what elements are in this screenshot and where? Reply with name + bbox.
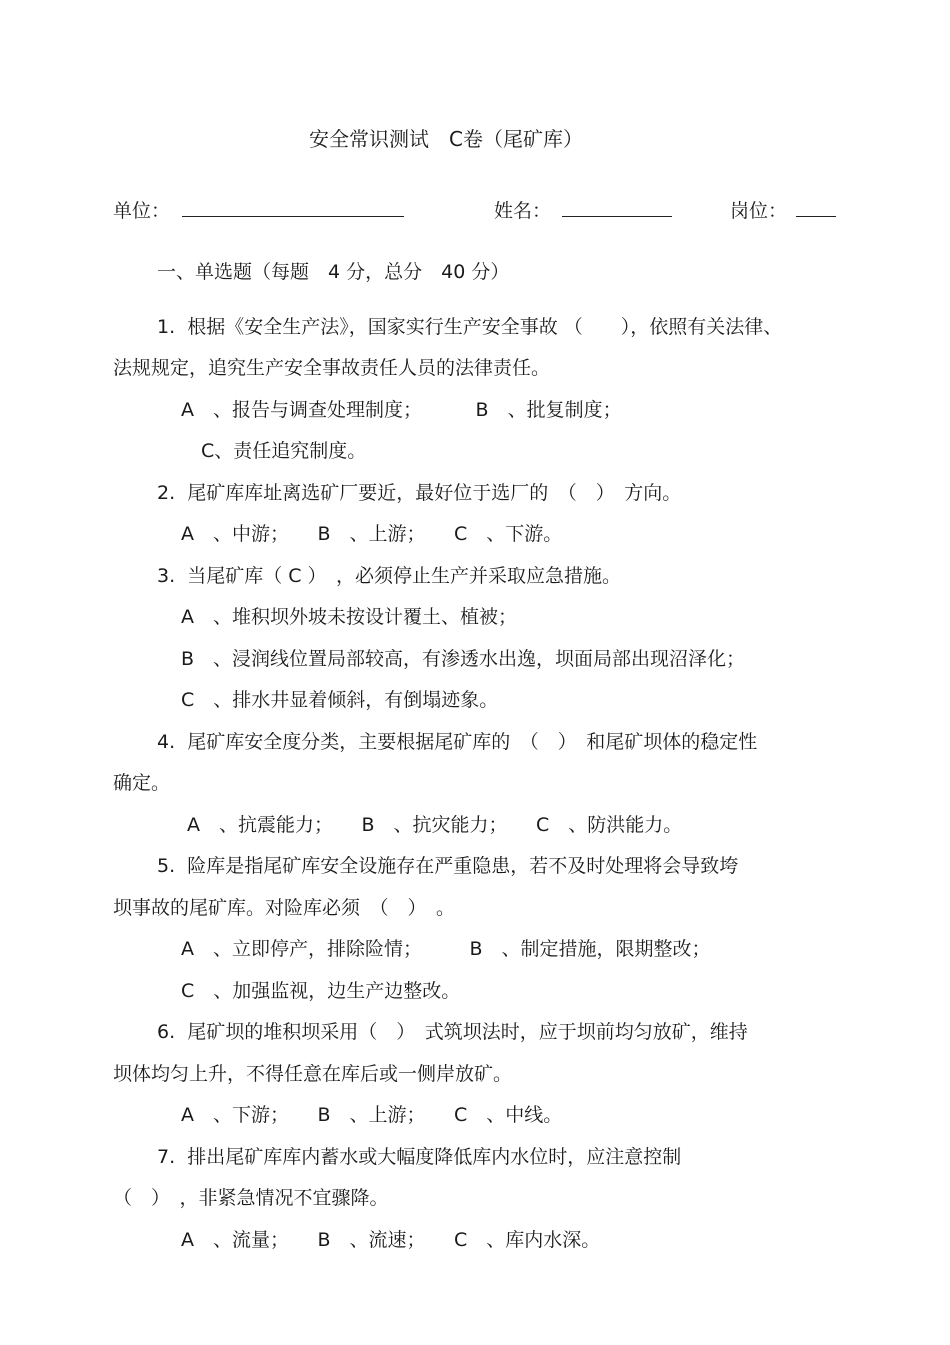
q1-options-line1: A 、报告与调查处理制度； B 、批复制度；: [181, 399, 622, 421]
q4-options-line1: A 、抗震能力； B 、抗灾能力； C 、防洪能力。: [187, 814, 683, 836]
q2-stem-line1: 2. 尾矿库库址离选矿厂要近，最好位于选厂的 （ ） 方向。: [157, 482, 682, 504]
q3-options-line1: A 、堆积坝外坡未按设计覆土、植被；: [181, 606, 517, 628]
q6-stem-line2: 坝体均匀上升，不得任意在库后或一侧岸放矿。: [113, 1063, 513, 1085]
unit-blank: [182, 216, 404, 217]
section-heading: 一、单选题（每题 4 分，总分 40 分）: [157, 261, 510, 283]
name-blank: [562, 216, 672, 217]
post-blank: [796, 216, 836, 217]
page-title: 安全常识测试 C卷（尾矿库）: [309, 127, 583, 151]
q5-stem-line2: 坝事故的尾矿库。对险库必须 （ ） 。: [113, 897, 456, 919]
q4-stem-line1: 4. 尾矿库安全度分类，主要根据尾矿库的 （ ） 和尾矿坝体的稳定性: [157, 731, 758, 753]
q5-stem-line1: 5. 险库是指尾矿库安全设施存在严重隐患，若不及时处理将会导致垮: [157, 855, 739, 877]
q3-stem-line1: 3. 当尾矿库（ C ） ，必须停止生产并采取应急措施。: [157, 565, 622, 587]
q2-options-line1: A 、中游； B 、上游； C 、下游。: [181, 523, 563, 545]
post-label: 岗位：: [730, 200, 788, 222]
q6-options-line1: A 、下游； B 、上游； C 、中线。: [181, 1104, 563, 1126]
q5-options-line2: C 、加强监视，边生产边整改。: [181, 980, 461, 1002]
q4-stem-line2: 确定。: [113, 772, 171, 794]
q5-options-line1: A 、立即停产，排除险情； B 、制定措施，限期整改；: [181, 938, 711, 960]
q7-stem-line2: （ ） ，非紧急情况不宜骤降。: [113, 1187, 389, 1209]
q1-stem-line1: 1. 根据《安全生产法》，国家实行生产安全事故 （ ），依照有关法律、: [157, 316, 783, 338]
q3-options-line3: C 、排水井显着倾斜，有倒塌迹象。: [181, 689, 499, 711]
q6-stem-line1: 6. 尾矿坝的堆积坝采用（ ） 式筑坝法时，应于坝前均匀放矿，维持: [157, 1021, 748, 1043]
q3-options-line2: B 、浸润线位置局部较高，有渗透水出逸，坝面局部出现沼泽化；: [181, 648, 746, 670]
name-label: 姓名：: [494, 200, 552, 222]
q7-stem-line1: 7. 排出尾矿库库内蓄水或大幅度降低库内水位时，应注意控制: [157, 1146, 682, 1168]
q7-options-line1: A 、流量； B 、流速； C 、库内水深。: [181, 1229, 601, 1251]
unit-label: 单位：: [113, 200, 171, 222]
q1-options-line2: C、责任追究制度。: [201, 440, 367, 462]
q1-stem-line2: 法规规定，追究生产安全事故责任人员的法律责任。: [113, 357, 551, 379]
